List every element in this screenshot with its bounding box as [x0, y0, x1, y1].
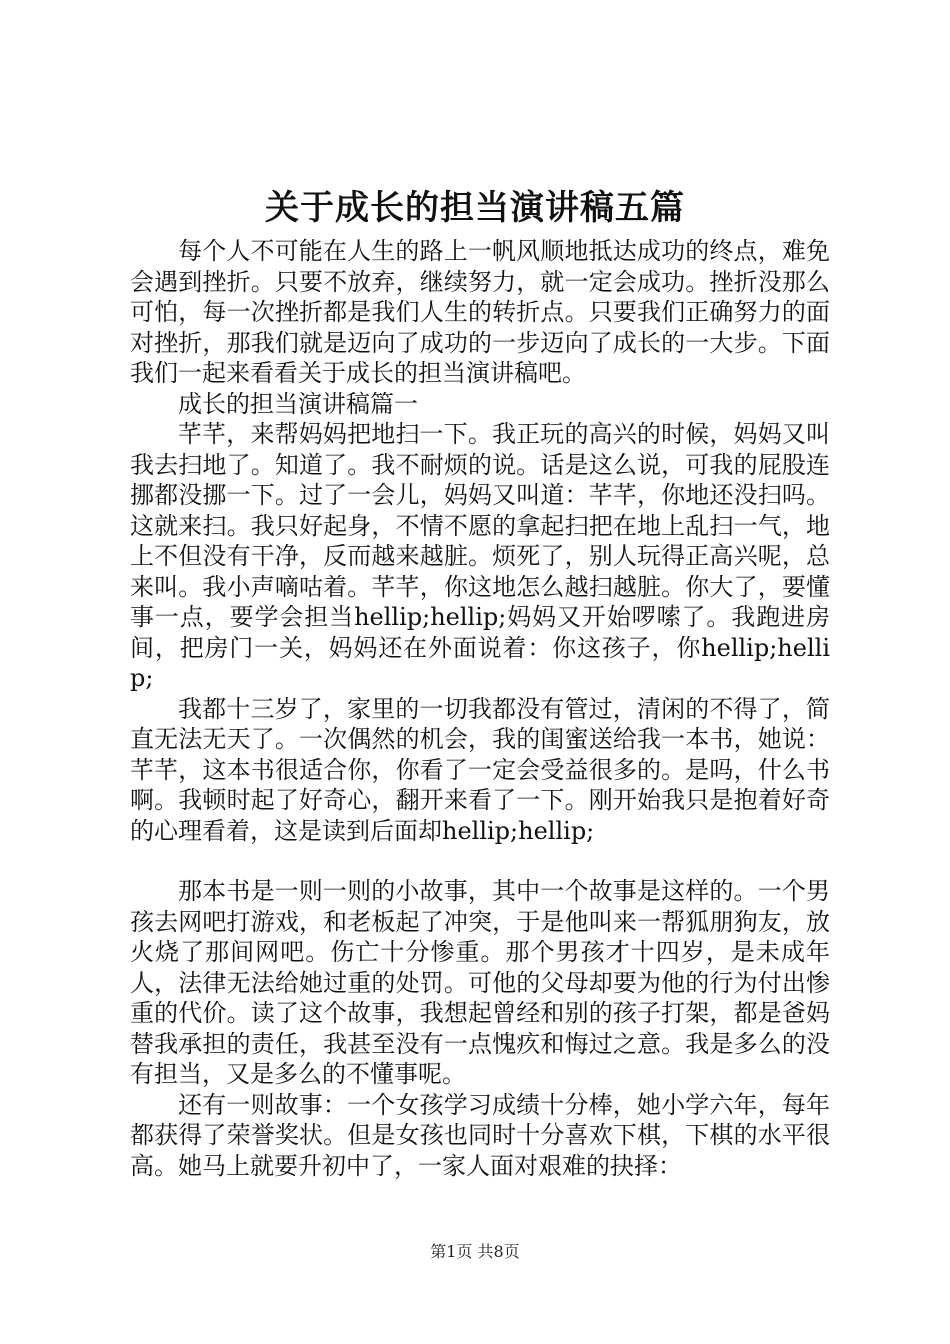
document-title: 关于成长的担当演讲稿五篇: [265, 188, 685, 228]
page-footer: 第1页 共8页: [430, 1242, 520, 1261]
intro-paragraph: 每个人不可能在人生的路上一帆风顺地抵达成功的终点，难免会遇到挫折。只要不放弃，继续努力，就一定会成功。挫折没那么可怕，每一次挫折都是我们人生的转折点。只要我们正确努力的面对挫折，那我们就是迈向了成功的一步迈向了成长的一大步。下面我们一起来看看关于成长的担当演讲稿吧。: [130, 237, 830, 387]
body-paragraph: 芊芊，来帮妈妈把地扫一下。我正玩的高兴的时候，妈妈又叫我去扫地了。知道了。我不耐烦的说。话是这么说，可我的屁股连挪都没挪一下。过了一会儿，妈妈又叫道：芊芊，你地还没扫吗。这就来扫。我只好起身，不情不愿的拿起扫把在地上乱扫一气，地上不但没有干净，反而越来越脏。烦死了，别人玩得正高兴呢，总来叫。我小声嘀咕着。芊芊，你这地怎么越扫越脏。你大了，要懂事一点，要学会担当hellip;hellip;妈妈又开始啰嗦了。我跑进房间，把房门一关，妈妈还在外面说着：你这孩子，你hellip;hellip;: [130, 420, 830, 692]
section-heading: 成长的担当演讲稿篇一: [178, 389, 418, 418]
body-paragraph: 还有一则故事：一个女孩学习成绩十分棒，她小学六年，每年都获得了荣誉奖状。但是女孩也同时十分喜欢下棋，下棋的水平很高。她马上就要升初中了，一家人面对艰难的抉择：: [130, 1090, 830, 1180]
document-body: [130, 236, 830, 1181]
body-paragraph: 我都十三岁了，家里的一切我都没有管过，清闲的不得了，简直无法无天了。一次偶然的机会，我的闺蜜送给我一本书，她说：芊芊，这本书很适合你，你看了一定会受益很多的。是吗，什么书啊。我顿时起了好奇心，翻开来看了一下。刚开始我只是抱着好奇的心理看着，这是读到后面却hellip;hellip;: [130, 694, 830, 845]
body-paragraph: 那本书是一则一则的小故事，其中一个故事是这样的。一个男孩去网吧打游戏，和老板起了冲突，于是他叫来一帮狐朋狗友，放火烧了那间网吧。伤亡十分惨重。那个男孩才十四岁，是未成年人，法律无法给她过重的处罚。可他的父母却要为他的行为付出惨重的代价。读了这个故事，我想起曾经和别的孩子打架，都是爸妈替我承担的责任，我甚至没有一点愧疚和悔过之意。我是多么的没有担当，又是多么的不懂事呢。: [130, 877, 830, 1088]
